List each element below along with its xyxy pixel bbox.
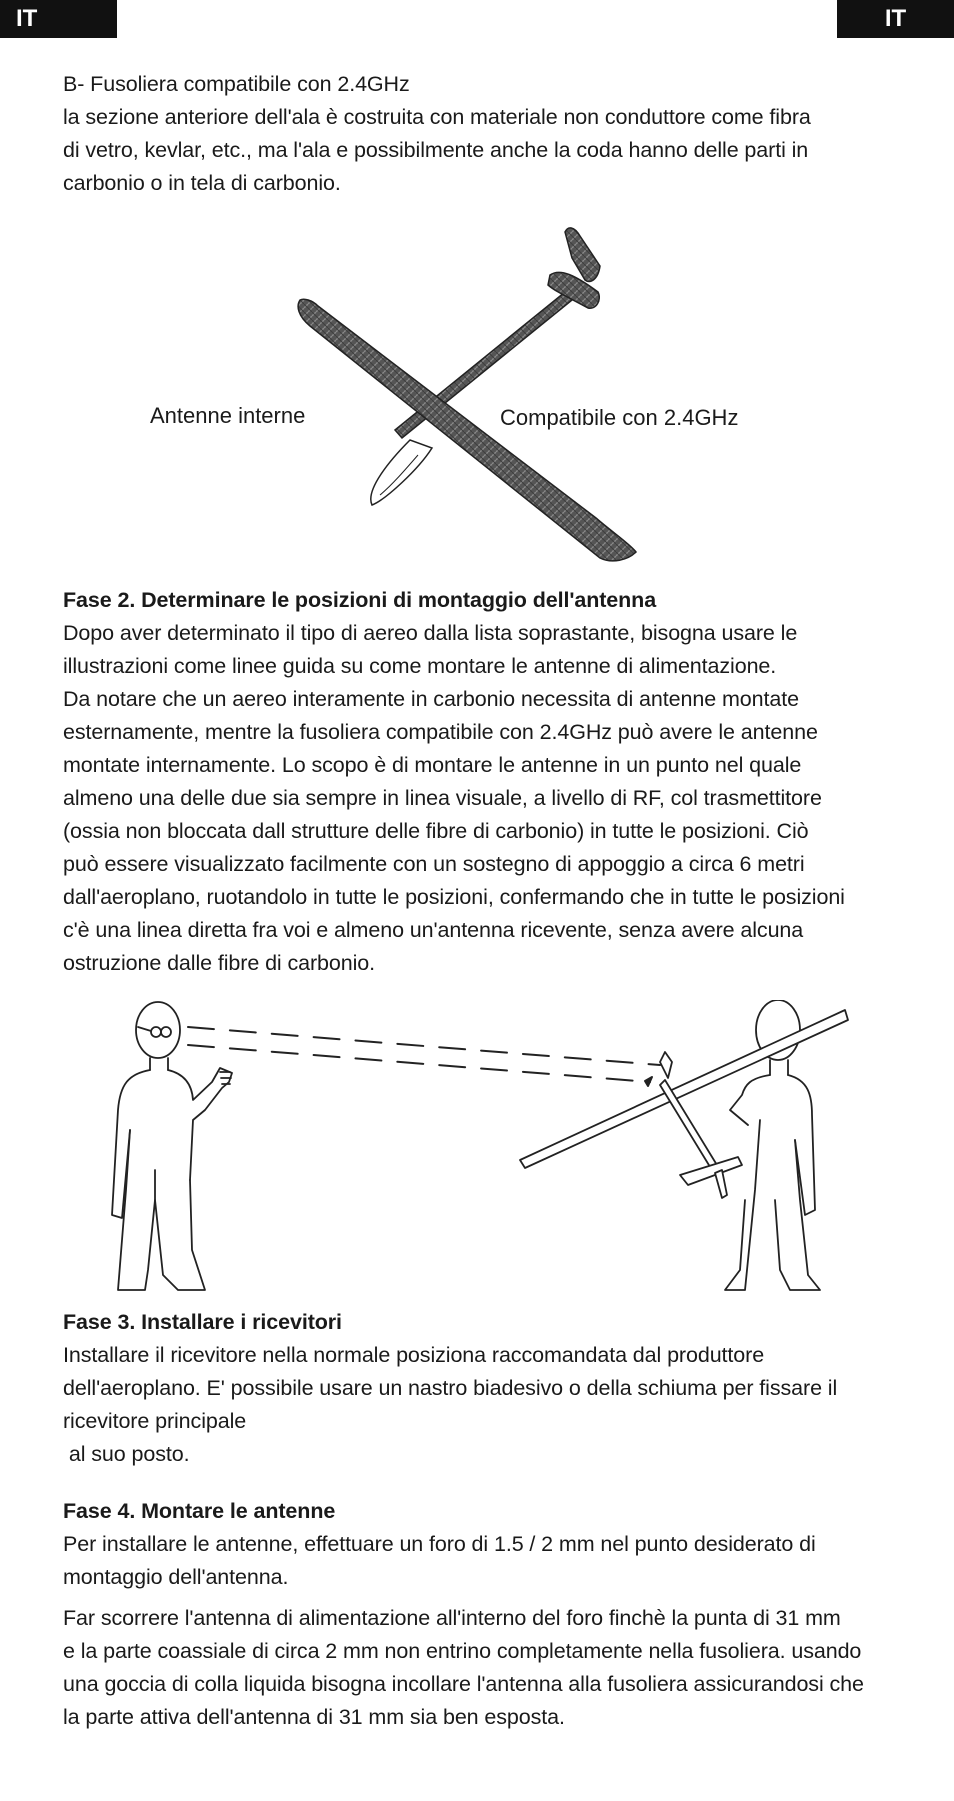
step2-section bbox=[63, 584, 893, 980]
glider-figure bbox=[0, 215, 954, 575]
step3-section bbox=[63, 1306, 893, 1471]
step4-section bbox=[63, 1495, 893, 1734]
step4-line: una goccia di colla liquida bisogna incollare l'antenna alla fusoliera assicurandosi che bbox=[63, 1672, 864, 1696]
step4-heading: Fase 4. Montare le antenne bbox=[63, 1499, 336, 1523]
step4-line: e la parte coassiale di circa 2 mm non entrino completamente nella fusoliera. usando bbox=[63, 1639, 862, 1663]
intro-section bbox=[63, 68, 893, 200]
step2-line: almeno una delle due sia sempre in linea visuale, a livello di RF, col trasmettitore bbox=[63, 786, 822, 810]
line-of-sight-dashes bbox=[188, 1027, 660, 1086]
step4-line: Far scorrere l'antenna di alimentazione all'interno del foro finchè la punta di 31 mm bbox=[63, 1606, 841, 1630]
step2-line: ostruzione dalle fibre di carbonio. bbox=[63, 951, 376, 975]
intro-line: la sezione anteriore dell'ala è costruita con materiale non conduttore come fibra bbox=[63, 105, 811, 129]
step4-line: Per installare le antenne, effettuare un foro di 1.5 / 2 mm nel punto desiderato di bbox=[63, 1532, 816, 1556]
label-compatible-24ghz: Compatibile con 2.4GHz bbox=[500, 405, 739, 430]
step4-line: la parte attiva dell'antenna di 31 mm sia ben esposta. bbox=[63, 1705, 565, 1729]
step2-line: Dopo aver determinato il tipo di aereo dalla lista soprastante, bisogna usare le bbox=[63, 621, 798, 645]
intro-title: B- Fusoliera compatibile con 2.4GHz bbox=[63, 72, 410, 96]
step3-line: dell'aeroplano. E' possibile usare un nastro biadesivo o della schiuma per fissare il bbox=[63, 1376, 838, 1400]
vertical-fin bbox=[565, 228, 600, 282]
step2-line: Da notare che un aereo interamente in carbonio necessita di antenne montate bbox=[63, 687, 799, 711]
line-of-sight-figure bbox=[0, 1000, 954, 1300]
step2-line: (ossia non bloccata dall strutture delle fibre di carbonio) in tutte le posizioni. Ciò bbox=[63, 819, 809, 843]
step2-heading: Fase 2. Determinare le posizioni di montaggio dell'antenna bbox=[63, 588, 657, 612]
step3-line: al suo posto. bbox=[63, 1442, 190, 1466]
step3-line: Installare il ricevitore nella normale posiziona raccomandata dal produttore bbox=[63, 1343, 765, 1367]
label-internal-antennas: Antenne interne bbox=[150, 403, 306, 428]
intro-line: carbonio o in tela di carbonio. bbox=[63, 171, 341, 195]
step2-line: può essere visualizzato facilmente con un sostegno di appoggio a circa 6 metri bbox=[63, 852, 805, 876]
step2-line: illustrazioni come linee guida su come montare le antenne di alimentazione. bbox=[63, 654, 777, 678]
step4-line: montaggio dell'antenna. bbox=[63, 1565, 289, 1589]
pilot-figure bbox=[112, 1002, 232, 1290]
step3-line: ricevitore principale bbox=[63, 1409, 247, 1433]
step2-line: montate internamente. Lo scopo è di montare le antenne in un punto nel quale bbox=[63, 753, 802, 777]
step2-line: c'è una linea diretta fra voi e almeno un'antenna ricevente, senza avere alcuna bbox=[63, 918, 804, 942]
nose-cone bbox=[371, 440, 432, 505]
step3-heading: Fase 3. Installare i ricevitori bbox=[63, 1310, 342, 1334]
language-tab-left: IT bbox=[0, 0, 117, 38]
step2-line: esternamente, mentre la fusoliera compatibile con 2.4GHz può avere le antenne bbox=[63, 720, 818, 744]
step2-line: dall'aeroplano, ruotandolo in tutte le posizioni, confermando che in tutte le posizioni bbox=[63, 885, 845, 909]
intro-line: di vetro, kevlar, etc., ma l'ala e possibilmente anche la coda hanno delle parti in bbox=[63, 138, 809, 162]
language-tab-right: IT bbox=[837, 0, 954, 38]
